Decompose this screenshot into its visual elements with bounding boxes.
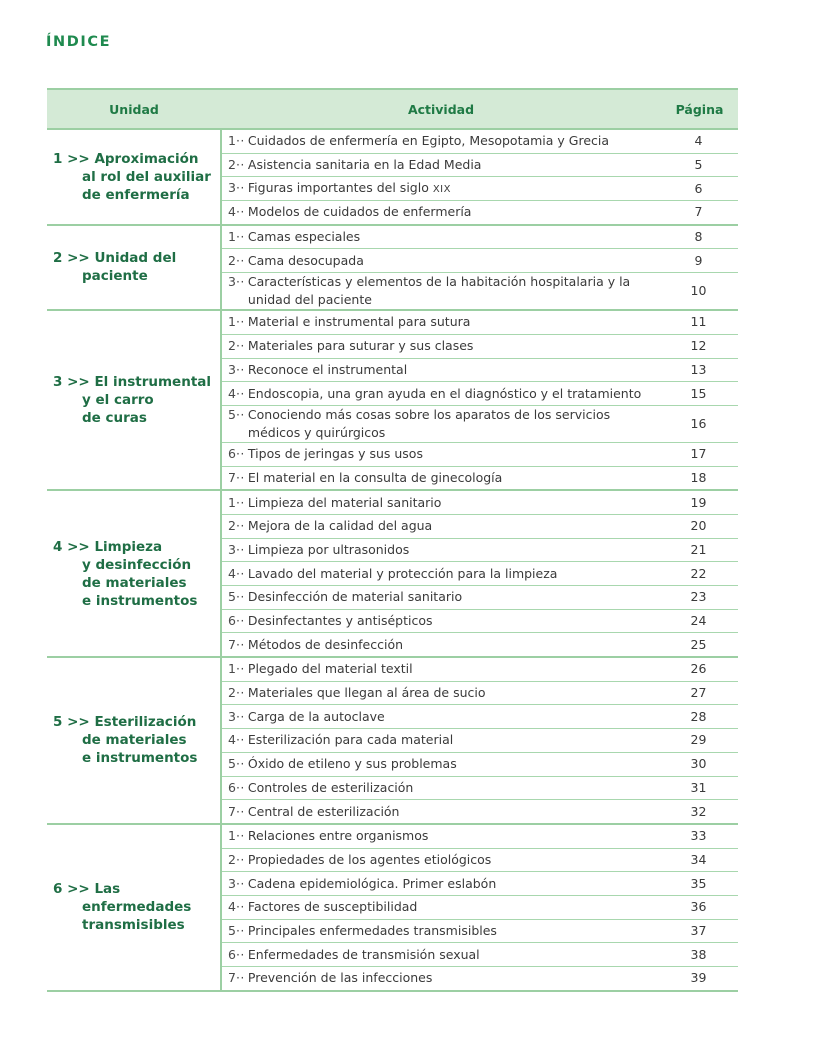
activity-title-text: Esterilización para cada material [247, 732, 454, 748]
unit-arrow: >> [62, 714, 95, 731]
unit-cell [47, 490, 221, 657]
activity-cell [221, 681, 661, 705]
table-row [47, 657, 738, 681]
activity-title-text: Propiedades de los agentes etiológicos [247, 851, 492, 867]
unit-title-line [53, 150, 220, 168]
activity-cell [221, 657, 661, 681]
page-number: 31 [661, 776, 738, 800]
activity-title [248, 922, 661, 940]
activity-title [248, 565, 661, 583]
page-number: 9 [661, 249, 738, 273]
activity-cell [221, 967, 661, 991]
activity-title-text: Factores de susceptibilidad [247, 899, 418, 915]
page-number: 33 [661, 824, 738, 848]
activity-dots: ·· [235, 899, 245, 915]
activity-dots: ·· [235, 229, 245, 245]
activity-number: 7 [228, 469, 236, 485]
page-number: 28 [661, 705, 738, 729]
page-number: 35 [661, 872, 738, 896]
activity-number: 2 [228, 685, 236, 701]
activity-number: 3 [228, 875, 236, 891]
unit-number: 2 [53, 250, 63, 267]
activity-title-text: Plegado del material textil [247, 661, 413, 677]
table-of-contents [47, 88, 738, 992]
activity-number: 6 [228, 946, 236, 962]
activity-dots: ·· [235, 708, 245, 724]
activity-title-text: Endoscopia, una gran ayuda en el diagnóstico y el tratamiento [247, 385, 642, 401]
activity-title-text: Materiales que llegan al área de sucio [247, 685, 486, 701]
activity-number: 4 [228, 204, 236, 220]
table-row [47, 225, 738, 249]
activity-dots: ·· [235, 133, 245, 149]
activity-cell [221, 800, 661, 824]
activity-number: 2 [228, 252, 236, 268]
page-number: 32 [661, 800, 738, 824]
activity-cell [221, 776, 661, 800]
activity-number: 4 [228, 732, 236, 748]
activity-dots: ·· [235, 274, 245, 290]
activity-dots: ·· [235, 338, 245, 354]
activity-title [248, 273, 661, 309]
unit-number: 5 [53, 714, 63, 731]
unit-title-line: y desinfección [82, 556, 192, 573]
activity-title-text: Cadena epidemiológica. Primer eslabón [247, 875, 497, 891]
activity-dots: ·· [235, 541, 245, 557]
activity-cell [221, 466, 661, 490]
activity-title [248, 203, 661, 221]
page-number: 7 [661, 201, 738, 225]
activity-title-text: Limpieza del material sanitario [247, 494, 442, 510]
unit-title-line [53, 538, 220, 556]
activity-dots: ·· [235, 179, 245, 195]
page-number: 13 [661, 358, 738, 382]
activity-cell [221, 201, 661, 225]
activity-dots: ·· [235, 922, 245, 938]
activity-title-text: Relaciones entre organismos [247, 828, 429, 844]
unit-title-line: de materiales [82, 574, 187, 591]
unit-number: 6 [53, 881, 63, 898]
unit-title-line: de materiales [82, 732, 187, 749]
activity-title-text: Tipos de jeringas y sus usos [247, 446, 423, 462]
activity-title [248, 827, 661, 845]
activity-title [248, 228, 661, 246]
unit-cell [47, 310, 221, 490]
activity-number: 3 [228, 361, 236, 377]
activity-dots: ·· [235, 469, 245, 485]
activity-dots: ·· [235, 636, 245, 652]
unit-title-line: e instrumentos [82, 750, 198, 767]
page-number: 6 [661, 177, 738, 201]
page-number: 30 [661, 752, 738, 776]
header-activity: Actividad [221, 89, 661, 129]
unit-cell [47, 824, 221, 991]
activity-dots: ·· [235, 732, 245, 748]
activity-number: 1 [228, 133, 236, 149]
unit-arrow: >> [62, 250, 95, 267]
activity-title [248, 337, 661, 355]
activity-title [248, 708, 661, 726]
activity-cell [221, 752, 661, 776]
activity-cell [221, 919, 661, 943]
activity-number: 2 [228, 851, 236, 867]
activity-title [248, 898, 661, 916]
unit-arrow: >> [62, 881, 95, 898]
activity-dots: ·· [235, 314, 245, 330]
page-number: 24 [661, 609, 738, 633]
activity-title [248, 612, 661, 630]
activity-number: 4 [228, 385, 236, 401]
unit-title-line [53, 713, 220, 731]
unit-arrow: >> [62, 538, 95, 555]
activity-title-text: Enfermedades de transmisión sexual [247, 946, 480, 962]
activity-dots: ·· [235, 518, 245, 534]
unit-cell [47, 225, 221, 310]
activity-cell [221, 405, 661, 442]
table-row [47, 310, 738, 334]
activity-number: 3 [228, 708, 236, 724]
unit-title-text: Aproximación [94, 150, 199, 167]
unit-title-line: y el carro [82, 392, 154, 409]
activity-cell [221, 310, 661, 334]
activity-title-smallcaps: XIX [432, 183, 451, 195]
activity-title-text: Lavado del material y protección para la limpieza [247, 565, 558, 581]
activity-number: 7 [228, 803, 236, 819]
activity-title [248, 636, 661, 654]
activity-title-text: Asistencia sanitaria en la Edad Media [247, 157, 482, 173]
unit-title-text: Unidad del [94, 250, 177, 267]
activity-title-text: Características y elementos de la habitación hospitalaria y la unidad del paciente [247, 274, 631, 308]
activity-dots: ·· [235, 851, 245, 867]
activity-number: 6 [228, 779, 236, 795]
activity-title [248, 803, 661, 821]
page-number: 29 [661, 729, 738, 753]
unit-arrow: >> [62, 150, 95, 167]
table-row [47, 129, 738, 153]
activity-number: 3 [228, 274, 236, 290]
activity-title-text: Material e instrumental para sutura [247, 314, 471, 330]
activity-title [248, 875, 661, 893]
unit-title-line [53, 249, 220, 267]
activity-dots: ·· [235, 613, 245, 629]
activity-dots: ·· [235, 252, 245, 268]
activity-dots: ·· [235, 565, 245, 581]
activity-number: 6 [228, 613, 236, 629]
activity-title-text: Prevención de las infecciones [247, 970, 433, 986]
activity-title [248, 660, 661, 678]
activity-number: 4 [228, 899, 236, 915]
page-number: 25 [661, 633, 738, 657]
activity-title [248, 445, 661, 463]
page-number: 36 [661, 895, 738, 919]
unit-title-line [53, 880, 220, 898]
unit-title-line: paciente [82, 268, 148, 285]
activity-title [248, 588, 661, 606]
activity-cell [221, 943, 661, 967]
page-number: 34 [661, 848, 738, 872]
unit-title-line: enfermedades [82, 899, 192, 916]
page-number: 27 [661, 681, 738, 705]
activity-number: 1 [228, 314, 236, 330]
activity-cell [221, 490, 661, 514]
activity-dots: ·· [235, 803, 245, 819]
table-header-row [47, 89, 738, 129]
activity-dots: ·· [235, 589, 245, 605]
activity-title-text: Carga de la autoclave [247, 708, 385, 724]
activity-title [248, 132, 661, 150]
activity-number: 6 [228, 446, 236, 462]
activity-title [248, 946, 661, 964]
activity-title [248, 313, 661, 331]
activity-dots: ·· [235, 446, 245, 462]
activity-title [248, 517, 661, 535]
activity-title-text: Figuras importantes del siglo [247, 179, 433, 195]
activity-number: 5 [228, 589, 236, 605]
activity-dots: ·· [235, 685, 245, 701]
activity-dots: ·· [235, 875, 245, 891]
activity-number: 1 [228, 229, 236, 245]
activity-dots: ·· [235, 779, 245, 795]
activity-cell [221, 177, 661, 201]
unit-title-line: de curas [82, 410, 147, 427]
activity-title [248, 684, 661, 702]
activity-number: 3 [228, 179, 236, 195]
unit-number: 3 [53, 374, 63, 391]
activity-cell [221, 609, 661, 633]
activity-title-text: Conociendo más cosas sobre los aparatos de los servicios médicos y quirúrgicos [247, 406, 611, 440]
activity-number: 7 [228, 970, 236, 986]
activity-title [248, 385, 661, 403]
activity-dots: ·· [235, 157, 245, 173]
unit-title-text: Limpieza [94, 538, 163, 555]
activity-number: 3 [228, 541, 236, 557]
activity-dots: ·· [235, 661, 245, 677]
page-number: 16 [661, 405, 738, 442]
activity-cell [221, 538, 661, 562]
activity-cell [221, 334, 661, 358]
table-row [47, 490, 738, 514]
activity-title-text: Modelos de cuidados de enfermería [247, 204, 472, 220]
page-number: 37 [661, 919, 738, 943]
activity-title [248, 252, 661, 270]
activity-cell [221, 273, 661, 311]
activity-title-text: Principales enfermedades transmisibles [247, 922, 497, 938]
activity-cell [221, 358, 661, 382]
activity-cell [221, 824, 661, 848]
activity-dots: ·· [235, 756, 245, 772]
table-row [47, 824, 738, 848]
activity-title [248, 361, 661, 379]
unit-number: 4 [53, 538, 63, 555]
page-number: 18 [661, 466, 738, 490]
activity-cell [221, 442, 661, 466]
page-number: 8 [661, 225, 738, 249]
activity-cell [221, 872, 661, 896]
activity-dots: ·· [235, 361, 245, 377]
page-number: 23 [661, 586, 738, 610]
activity-title [248, 851, 661, 869]
unit-cell [47, 129, 221, 225]
page-number: 22 [661, 562, 738, 586]
page-number: 38 [661, 943, 738, 967]
activity-dots: ·· [235, 494, 245, 510]
activity-title [248, 969, 661, 987]
activity-cell [221, 586, 661, 610]
activity-title-text: Reconoce el instrumental [247, 361, 408, 377]
activity-title-text: Controles de esterilización [247, 779, 414, 795]
activity-title [248, 406, 661, 442]
unit-title-line [53, 373, 220, 391]
page-number: 11 [661, 310, 738, 334]
table-body [47, 129, 738, 991]
activity-dots: ·· [235, 946, 245, 962]
activity-dots: ·· [235, 204, 245, 220]
activity-number: 5 [228, 756, 236, 772]
activity-title-text: Mejora de la calidad del agua [247, 518, 433, 534]
activity-title-text: Óxido de etileno y sus problemas [247, 756, 457, 772]
activity-number: 2 [228, 338, 236, 354]
unit-title-line: al rol del auxiliar [82, 168, 211, 185]
page-title: ÍNDICE [46, 34, 112, 50]
activity-cell [221, 514, 661, 538]
activity-number: 5 [228, 922, 236, 938]
activity-cell [221, 895, 661, 919]
unit-title-line: transmisibles [82, 917, 185, 934]
activity-title [248, 156, 661, 174]
page-number: 12 [661, 334, 738, 358]
activity-title [248, 731, 661, 749]
activity-cell [221, 129, 661, 153]
activity-title-text: Cuidados de enfermería en Egipto, Mesopotamia y Grecia [247, 133, 610, 149]
activity-cell [221, 848, 661, 872]
activity-number: 2 [228, 157, 236, 173]
activity-title-text: Camas especiales [247, 229, 361, 245]
unit-title-line: de enfermería [82, 186, 190, 203]
header-page: Página [661, 89, 738, 129]
page-number: 21 [661, 538, 738, 562]
unit-title-text: Las [94, 881, 121, 898]
page-number: 10 [661, 273, 738, 311]
activity-number: 5 [228, 406, 236, 422]
page-number: 4 [661, 129, 738, 153]
page-number: 39 [661, 967, 738, 991]
page-number: 19 [661, 490, 738, 514]
unit-number: 1 [53, 150, 63, 167]
page-number: 17 [661, 442, 738, 466]
activity-cell [221, 705, 661, 729]
activity-title-text: Limpieza por ultrasonidos [247, 541, 410, 557]
activity-cell [221, 562, 661, 586]
activity-cell [221, 729, 661, 753]
unit-title-text: El instrumental [94, 374, 212, 391]
activity-title [248, 179, 661, 199]
page-number: 15 [661, 382, 738, 406]
unit-title-line: e instrumentos [82, 592, 198, 609]
activity-number: 2 [228, 518, 236, 534]
activity-number: 1 [228, 661, 236, 677]
page-number: 5 [661, 153, 738, 177]
activity-title [248, 755, 661, 773]
activity-cell [221, 249, 661, 273]
activity-title-text: Métodos de desinfección [247, 636, 404, 652]
activity-dots: ·· [235, 970, 245, 986]
activity-number: 7 [228, 636, 236, 652]
activity-cell [221, 225, 661, 249]
activity-dots: ·· [235, 406, 245, 422]
activity-number: 4 [228, 565, 236, 581]
activity-dots: ·· [235, 828, 245, 844]
activity-title [248, 494, 661, 512]
header-unit: Unidad [47, 89, 221, 129]
activity-cell [221, 382, 661, 406]
unit-cell [47, 657, 221, 824]
activity-cell [221, 633, 661, 657]
activity-title-text: Cama desocupada [247, 252, 364, 268]
activity-title [248, 779, 661, 797]
activity-title [248, 469, 661, 487]
unit-title-text: Esterilización [94, 714, 197, 731]
activity-dots: ·· [235, 385, 245, 401]
activity-cell [221, 153, 661, 177]
activity-title-text: Desinfección de material sanitario [247, 589, 463, 605]
page-number: 20 [661, 514, 738, 538]
activity-title [248, 541, 661, 559]
unit-arrow: >> [62, 374, 95, 391]
activity-number: 1 [228, 828, 236, 844]
activity-number: 1 [228, 494, 236, 510]
activity-title-text: Desinfectantes y antisépticos [247, 613, 433, 629]
activity-title-text: Central de esterilización [247, 803, 400, 819]
activity-title-text: Materiales para suturar y sus clases [247, 338, 474, 354]
page-number: 26 [661, 657, 738, 681]
activity-title-text: El material en la consulta de ginecología [247, 469, 503, 485]
